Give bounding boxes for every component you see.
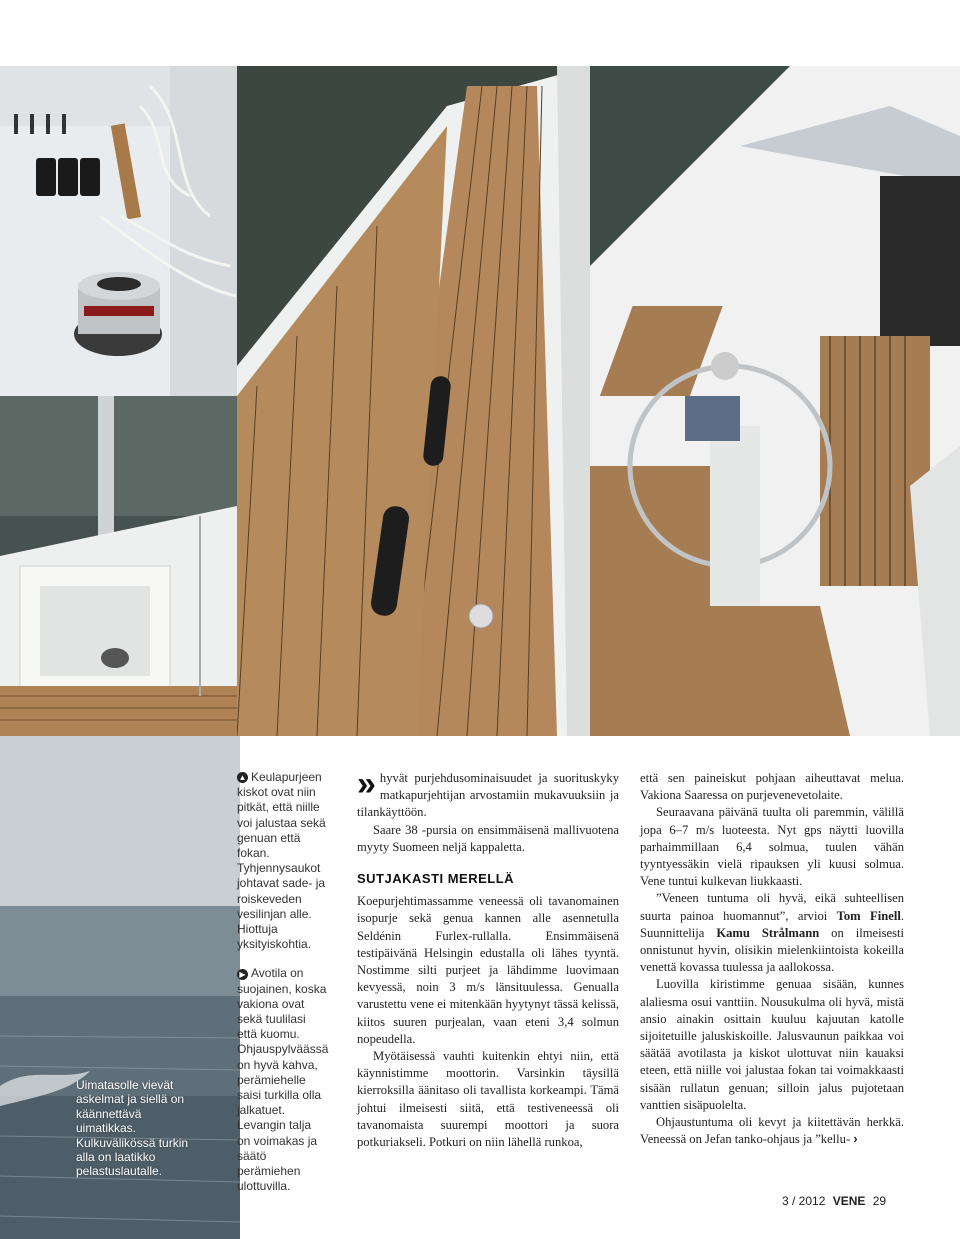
magazine-name: VENE (832, 1194, 866, 1208)
person-name: Kamu Strålmann (716, 925, 820, 940)
issue-number: 3 / 2012 (782, 1194, 826, 1208)
page-number: 29 (872, 1194, 887, 1208)
cockpit-photo (590, 66, 960, 736)
photo-captions (237, 770, 327, 1208)
continue-arrow-icon: › (853, 1132, 858, 1147)
page-footer (782, 1194, 886, 1208)
winch-photo (0, 66, 237, 396)
section-heading: SUTJAKASTI MERELLÄ (357, 871, 515, 887)
paragraph: Luovilla kiristimme genuaa sisään, kunnes alaliesma osui vanttiin. Nousukulma oli hyvä, mistä ansio ainakin osittain kuuluu kajuutan katolle sijoitetuille jaluskiskoille. Jalusvaunun paikkaa voi säätää avotilasta ja kiskot ulottuvat niin kauaksi eteen, että niille voi jalustaa fokan tai voimakkaasti sisään rullatun genuan; silloin jalus pujotetaan vanttien sisäpuolelta. (640, 977, 904, 1112)
paragraph: Ohjaustuntuma oli kevyt ja kiitettävän herkkä. Veneessä on Jefan tanko-ohjaus ja ”kellu- › (640, 1115, 904, 1147)
caption-cockpit: ▶ Avotila on suojainen, koska vakiona ovat sekä tuulilasi että kuomu. Ohjauspylväässä on hyvä kahva, perämiehelle saisi turkilla olla jalkatuet. Levangin talja on voimakas ja säätö perämiehen ulottuvilla. (237, 966, 329, 1194)
paragraph: että sen paineiskut pohjaan aiheuttavat melua. Vakiona Saaressa on purjevenevetolaite. (640, 771, 904, 803)
caption-bow-rails: ▲ Keulapurjeen kiskot ovat niin pitkät, että niille voi jalustaa sekä genuan että fokan. Tyhjennysaukot johtavat sade- ja roiskeveden vesilinjan alle. Hiottuja yksityiskohtia. (237, 770, 326, 952)
continuation-quote-icon: » (357, 765, 376, 803)
paragraph: ”Veneen tuntuma oli hyvä, eikä suhteellisen suurta painoa huomannut”, arvioi Tom Finell. Suunnittelija Kamu Strålmann on ilmeisesti onnistunut hyvin, olisikin mielenkiintoista kokeilla venettä kovassa tuulessa ja aallokossa. (640, 891, 904, 975)
article-column-middle (357, 765, 619, 1151)
paragraph: Seuraavana päivänä tuulta oli paremmin, välillä jopa 6–7 m/s luoteesta. Nyt gps näytti luovilla parhaimmillaan 6,4 solmua, tuulen vähän tyyntyessäkin vielä ripauksen yli kuusi solmua. Vene tuntui kulkevan liukkaasti. (640, 805, 904, 889)
paragraph: Myötäisessä vauhti kuitenkin ehtyi niin, että käynnistimme moottorin. Varsinkin täysillä kierroksilla äänitaso oli tavallista korkeampi. Tämä johtui ilmeisesti siitä, että testiveneessä oli tavanomaista suurempi moottori ja suora potkuriakseli. Potkuri on niin lähellä runkoa, (357, 1049, 619, 1150)
paragraph: Koepurjehtimassamme veneessä oli tavanomainen isopurje sekä genua kannen alle asennetulla Seldénin Furlex-rullalla. Ensimmäisenä testipäivänä Helsingin edustalla oli lähes tyyntä. Nostimme silti purjeet ja lähdimme luovimaan kevyessä, noin 3 m/s länsituulessa. Genualla varustettu vene ei mitenkään hyytynyt tässä kelissä, kiitos suuren purjealan, vaan eteni 3,4 solmun nopeudella. (357, 894, 619, 1046)
paragraph: » hyvät purjehdusominaisuudet ja suorituskyky matkapurjehtijan arvostamiin mukavuuksiin ja tilankäyttöön. (357, 765, 619, 820)
sea-photo-caption: Uimatasolle vievät askelmat ja siellä on käännettävä uimatikkas. Kulkuvälikössä turkin alla on laatikko pelastuslautalle. (76, 1078, 189, 1179)
person-name: Tom Finell (836, 908, 901, 923)
paragraph: Saare 38 -pursia on ensimmäisenä mallivuotena myyty Suomeen neljä kappaletta. (357, 822, 619, 854)
deck-photo (237, 66, 590, 736)
bow-photo (0, 396, 237, 736)
article-column-right (640, 770, 904, 1148)
arrow-up-icon: ▲ (238, 773, 247, 783)
arrow-right-icon: ▶ (237, 969, 248, 980)
